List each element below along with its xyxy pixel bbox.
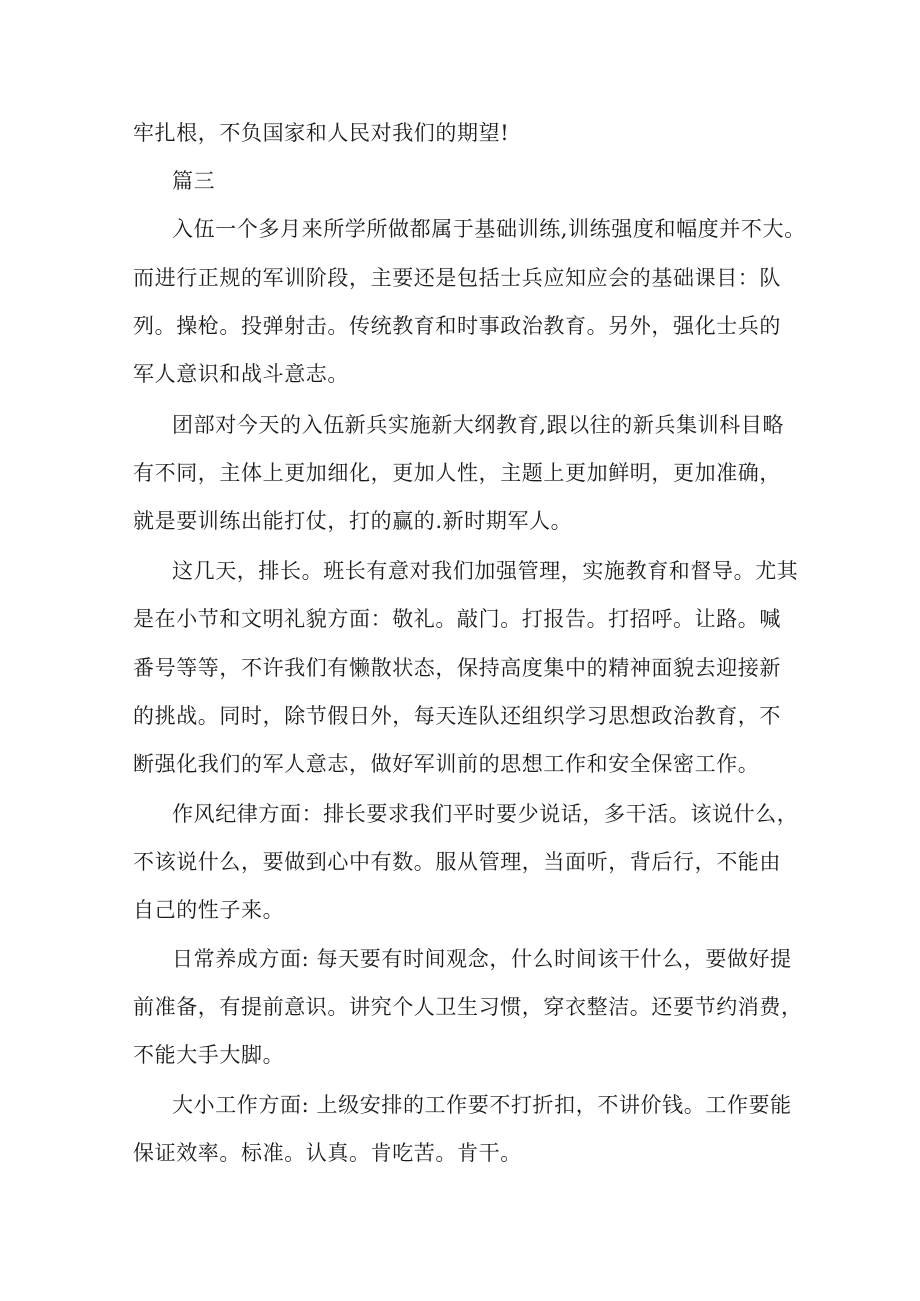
section-heading: 篇三: [172, 169, 216, 193]
paragraph-line: 自己的性子来。: [133, 898, 285, 922]
paragraph-line: 番号等等，不许我们有懒散状态，保持高度集中的精神面貌去迎接新: [133, 656, 781, 680]
paragraph-line: 前准备，有提前意识。讲究个人卫生习惯，穿衣整洁。还要节约消费，: [133, 995, 803, 1019]
paragraph-line: 大小工作方面: 上级安排的工作要不打折扣，不讲价钱。工作要能: [172, 1093, 792, 1117]
paragraph-line: 军人意识和战斗意志。: [133, 362, 349, 386]
paragraph-line: 是在小节和文明礼貌方面：敬礼。敲门。打报告。打招呼。让路。喊: [133, 607, 781, 631]
paragraph-line: 断强化我们的军人意志，做好军训前的思想工作和安全保密工作。: [133, 752, 760, 776]
paragraph-line: 的挑战。同时，除节假日外，每天连队还组织学习思想政治教育，不: [133, 704, 781, 728]
paragraph-line: 就是要训练出能打仗，打的赢的.新时期军人。: [133, 509, 573, 533]
paragraph-line: 保证效率。标准。认真。肯吃苦。肯干。: [133, 1141, 522, 1165]
paragraph-line: 这几天，排长。班长有意对我们加强管理，实施教育和督导。尤其: [172, 559, 799, 583]
paragraph-line: 团部对今天的入伍新兵实施新大纲教育,跟以往的新兵集训科目略: [172, 413, 785, 437]
paragraph-line: 不该说什么，要做到心中有数。服从管理，当面听，背后行，不能由: [133, 850, 781, 874]
paragraph-line: 日常养成方面: 每天要有时间观念，什么时间该干什么，要做好提: [172, 947, 792, 971]
paragraph-line: 有不同，主体上更加细化，更加人性，主题上更加鲜明，更加准确，: [133, 461, 781, 485]
paragraph-line: 入伍一个多月来所学所做都属于基础训练,训练强度和幅度并不大。: [172, 217, 806, 241]
paragraph-line: 不能大手大脚。: [133, 1043, 285, 1067]
text-line: 牢扎根，不负国家和人民对我们的期望!: [133, 121, 510, 145]
paragraph-line: 作风纪律方面：排长要求我们平时要少说话，多干活。该说什么，: [172, 802, 799, 826]
paragraph-line: 列。操枪。投弹射击。传统教育和时事政治教育。另外，强化士兵的: [133, 314, 781, 338]
paragraph-line: 而进行正规的军训阶段，主要还是包括士兵应知应会的基础课目：队: [133, 266, 781, 290]
